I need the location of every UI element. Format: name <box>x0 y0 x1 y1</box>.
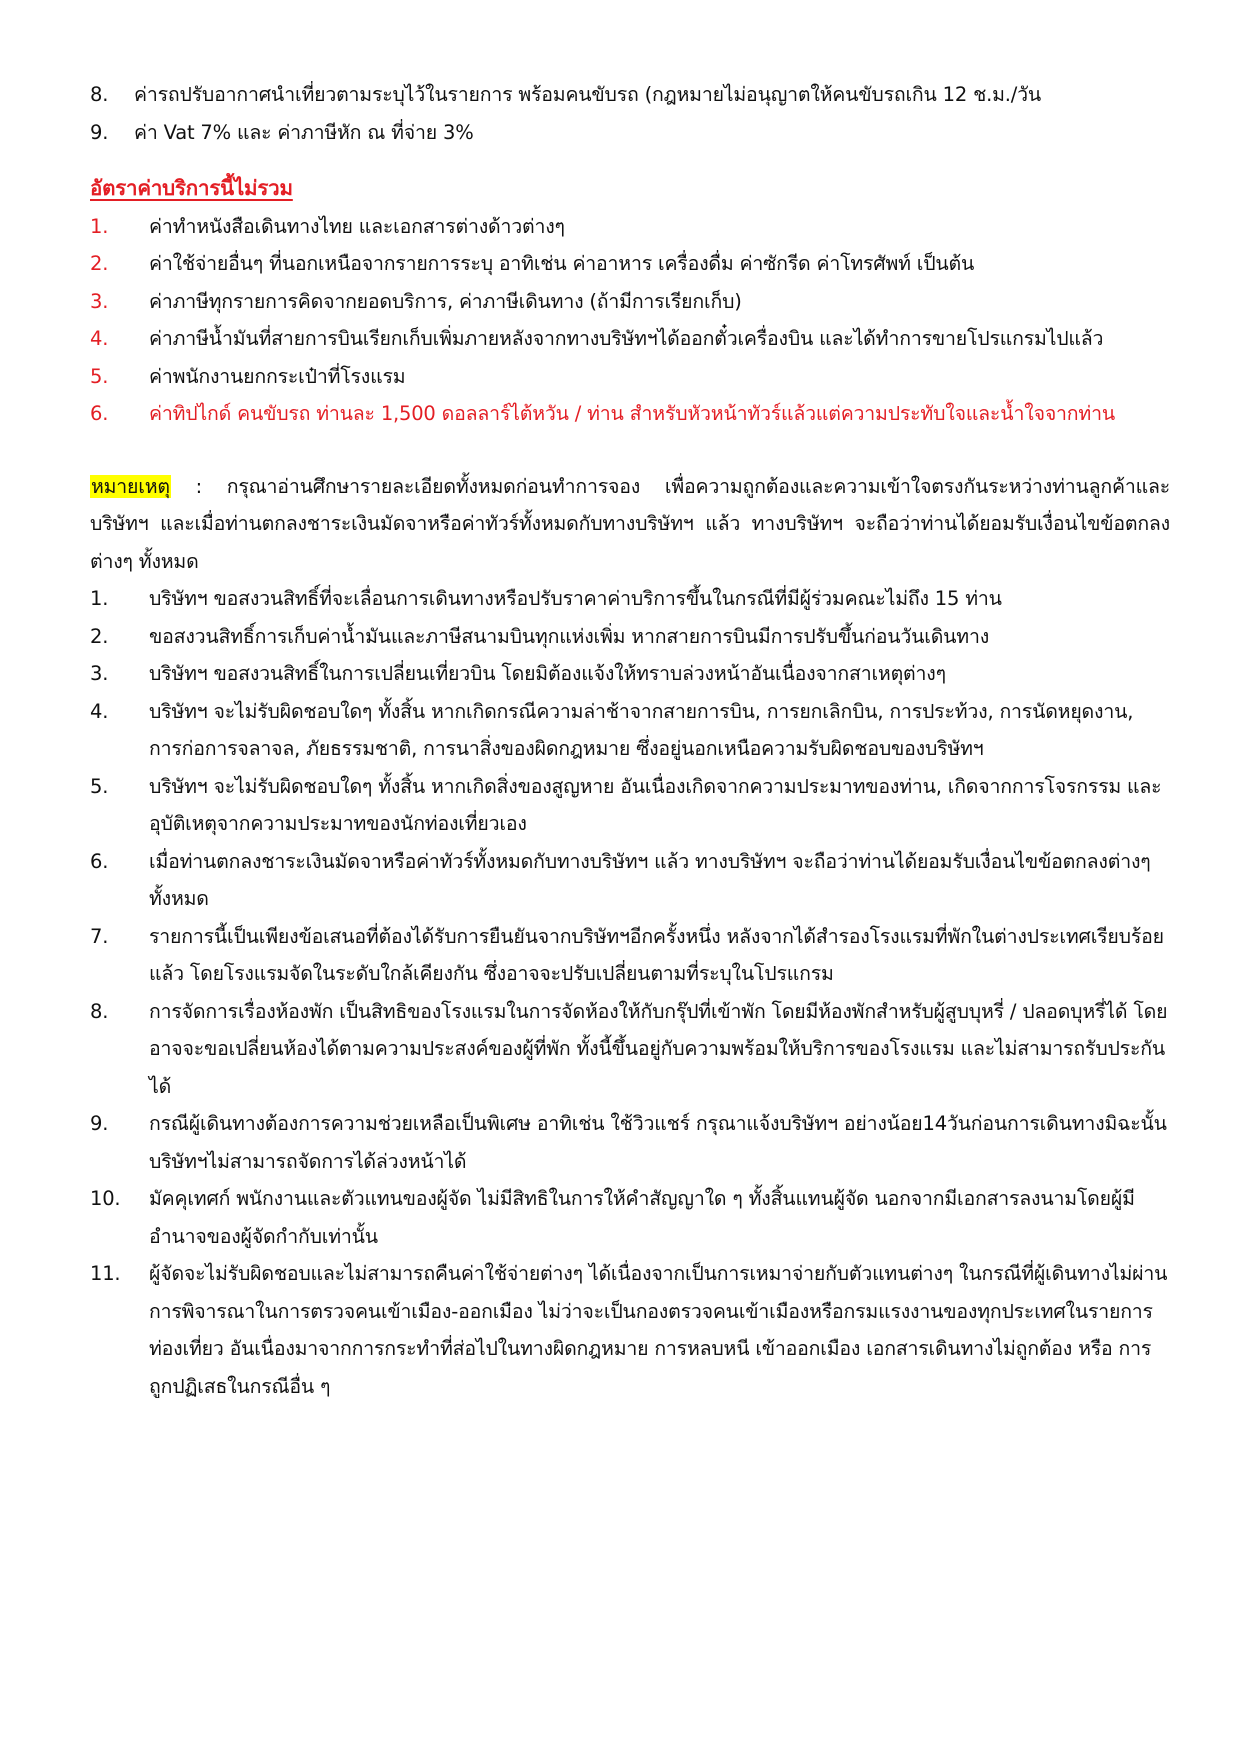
item-number: 6. <box>90 849 109 873</box>
list-item <box>90 655 1170 693</box>
item-number: 10. <box>90 1187 121 1210</box>
item-text: การจัดการเรื่องห้องพัก เป็นสิทธิของโรงแรมในการจัดห้องให้กับกรุ๊ปที่เข้าพัก โดยมีห้องพักสำหรับผู้สูบบุหรี่ / ปลอดบุหรี่ได้ โดยอาจจะขอเปลี่ยนห้องได้ตามความประสงค์ของผู้ที่พัก ทั้งนี้ขึ้นอยู่กับความพร้อมให้บริการของโรงแรม และไม่สามารถรับประกันได้ <box>149 999 1168 1098</box>
list-item <box>90 208 1170 246</box>
item-number: 9. <box>90 1112 109 1135</box>
notes-intro-text: : กรุณาอ่านศึกษารายละเอียดทั้งหมดก่อนทำการจอง เพื่อความถูกต้องและความเข้าใจตรงกันระหว่างท่านลูกค้าและบริษัทฯ และเมื่อท่านตกลงชาระเงินมัดจาหรือค่าทัวร์ทั้งหมดกับทางบริษัทฯ แล้ว ทางบริษัทฯ จะถือว่าท่านได้ยอมรับเงื่อนไขข้อตกลงต่างๆ ทั้งหมด <box>90 474 1170 573</box>
list-item <box>90 283 1170 321</box>
list-item <box>90 580 1170 618</box>
item-text: กรณีผู้เดินทางต้องการความช่วยเหลือเป็นพิเศษ อาทิเช่น ใช้วิวแชร์ กรุณาแจ้งบริษัทฯ อย่างน้อย14วันก่อนการเดินทางมิฉะนั้น บริษัทฯไม่สามารถจัดการได้ล่วงหน้าได้ <box>149 1112 1167 1173</box>
item-number: 1. <box>90 214 109 238</box>
item-number: 9. <box>90 120 109 144</box>
item-number: 5. <box>90 364 109 388</box>
list-item <box>90 993 1170 1106</box>
list-item <box>90 1255 1170 1405</box>
item-text: ขอสงวนสิทธิ์การเก็บค่าน้ำมันและภาษีสนามบินทุกแห่งเพิ่ม หากสายการบินมีการปรับขึ้นก่อนวันเดินทาง <box>149 624 990 648</box>
item-text: ค่าภาษีน้ำมันที่สายการบินเรียกเก็บเพิ่มภายหลังจากทางบริษัทฯได้ออกตั๋วเครื่องบิน และได้ทำการขายโปรแกรมไปแล้ว <box>149 327 1104 350</box>
item-text: ค่ารถปรับอากาศนำเที่ยวตามระบุไว้ในรายการ พร้อมคนขับรถ (กฎหมายไม่อนุญาตให้คนขับรถเกิน 12 ช.ม./วัน <box>134 83 1042 106</box>
list-item <box>90 114 1170 152</box>
item-number: 6. <box>90 402 109 425</box>
item-number: 5. <box>90 774 109 798</box>
item-text: ค่า Vat 7% และ ค่าภาษีหัก ณ ที่จ่าย 3% <box>134 120 474 144</box>
item-number: 4. <box>90 327 109 350</box>
item-text: มัคคุเทศก์ พนักงานและตัวแทนของผู้จัด ไม่มีสิทธิในการให้คำสัญญาใด ๆ ทั้งสิ้นแทนผู้จัด นอกจากมีเอกสารลงนามโดยผู้มีอำนาจของผู้จัดกำกับเท่านั้น <box>149 1187 1135 1248</box>
item-text: บริษัทฯ ขอสงวนสิทธิ์ที่จะเลื่อนการเดินทางหรือปรับราคาค่าบริการขึ้นในกรณีที่มีผู้ร่วมคณะไม่ถึง 15 ท่าน <box>149 587 1002 610</box>
notes-label: หมายเหตุ <box>91 474 170 498</box>
item-text: บริษัทฯ จะไม่รับผิดชอบใดๆ ทั้งสิ้น หากเกิดกรณีความล่าช้าจากสายการบิน, การยกเลิกบิน, การประท้วง, การนัดหยุดงาน, การก่อการจลาจล, ภัยธรรมชาติ, การนาสิ่งของผิดกฎหมาย ซึ่งอยู่นอกเหนือความรับผิดชอบของบริษัทฯ <box>149 699 1134 760</box>
item-text: ค่าทำหนังสือเดินทางไทย และเอกสารต่างด้าวต่างๆ <box>149 214 565 238</box>
list-item <box>90 1105 1170 1180</box>
item-text: ผู้จัดจะไม่รับผิดชอบและไม่สามารถคืนค่าใช้จ่ายต่างๆ ได้เนื่องจากเป็นการเหมาจ่ายกับตัวแทนต่างๆ ในกรณีที่ผู้เดินทางไม่ผ่านการพิจารณาในการตรวจคนเข้าเมือง-ออกเมือง ไม่ว่าจะเป็นกองตรวจคนเข้าเมืองหรือกรมแรงงานของทุกประเทศในรายการท่องเที่ยว อันเนื่องมาจากการกระทำที่ส่อไปในทางผิดกฎหมาย การหลบหนี เข้าออกเมือง เอกสารเดินทางไม่ถูกต้อง หรือ การถูกปฏิเสธในกรณีอื่น ๆ <box>149 1262 1168 1398</box>
item-text: บริษัทฯ จะไม่รับผิดชอบใดๆ ทั้งสิ้น หากเกิดสิ่งของสูญหาย อันเนื่องเกิดจากความประมาทของท่าน, เกิดจากการโจรกรรม และ อุบัติเหตุจากความประมาทของนักท่องเที่ยวเอง <box>149 774 1162 835</box>
item-text: ค่าใช้จ่ายอื่นๆ ที่นอกเหนือจากรายการระบุ อาทิเช่น ค่าอาหาร เครื่องดื่ม ค่าซักรีด ค่าโทรศัพท์ เป็นต้น <box>149 252 975 275</box>
list-item <box>90 395 1170 433</box>
list-item <box>90 768 1170 843</box>
item-text: เมื่อท่านตกลงชาระเงินมัดจาหรือค่าทัวร์ทั้งหมดกับทางบริษัทฯ แล้ว ทางบริษัทฯ จะถือว่าท่านได้ยอมรับเงื่อนไขข้อตกลงต่างๆ ทั้งหมด <box>149 849 1151 910</box>
item-number: 3. <box>90 289 109 313</box>
list-item <box>90 843 1170 918</box>
item-number: 4. <box>90 699 109 723</box>
list-item <box>90 76 1170 114</box>
list-item <box>90 1180 1170 1255</box>
item-number: 11. <box>90 1262 121 1285</box>
item-text: ค่าพนักงานยกกระเป๋าที่โรงแรม <box>149 364 406 388</box>
list-item <box>90 693 1170 768</box>
list-item <box>90 358 1170 396</box>
item-number: 1. <box>90 587 109 610</box>
list-item <box>90 618 1170 656</box>
item-number: 3. <box>90 662 109 685</box>
item-number: 8. <box>90 83 109 106</box>
section-gap <box>90 433 1170 468</box>
item-text: บริษัทฯ ขอสงวนสิทธิ์ในการเปลี่ยนเที่ยวบิน โดยมิต้องแจ้งให้ทราบล่วงหน้าอันเนื่องจากสาเหตุต่างๆ <box>149 662 946 685</box>
list-item <box>90 918 1170 993</box>
item-number: 2. <box>90 252 109 275</box>
notes-intro <box>90 468 1170 581</box>
item-text-highlighted: ค่าทิปไกด์ คนขับรถ ท่านละ 1,500 ดอลลาร์ไต้หวัน / ท่าน สำหรับหัวหน้าทัวร์แล้วแต่ความประทับใจและน้ำใจจากท่าน <box>149 402 1115 425</box>
document-page <box>90 76 1170 1405</box>
excluded-heading: อัตราค่าบริการนี้ไม่รวม <box>90 176 293 200</box>
item-number: 2. <box>90 624 109 648</box>
item-text: รายการนี้เป็นเพียงข้อเสนอที่ต้องได้รับการยืนยันจากบริษัทฯอีกครั้งหนึ่ง หลังจากได้สำรองโรงแรมที่พักในต่างประเทศเรียบร้อยแล้ว โดยโรงแรมจัดในระดับใกล้เคียงกัน ซึ่งอาจจะปรับเปลี่ยนตามที่ระบุในโปรแกรม <box>149 924 1164 985</box>
item-number: 8. <box>90 999 109 1023</box>
list-item <box>90 320 1170 358</box>
item-number: 7. <box>90 924 109 948</box>
list-item <box>90 245 1170 283</box>
item-text: ค่าภาษีทุกรายการคิดจากยอดบริการ, ค่าภาษีเดินทาง (ถ้ามีการเรียกเก็บ) <box>149 289 742 313</box>
